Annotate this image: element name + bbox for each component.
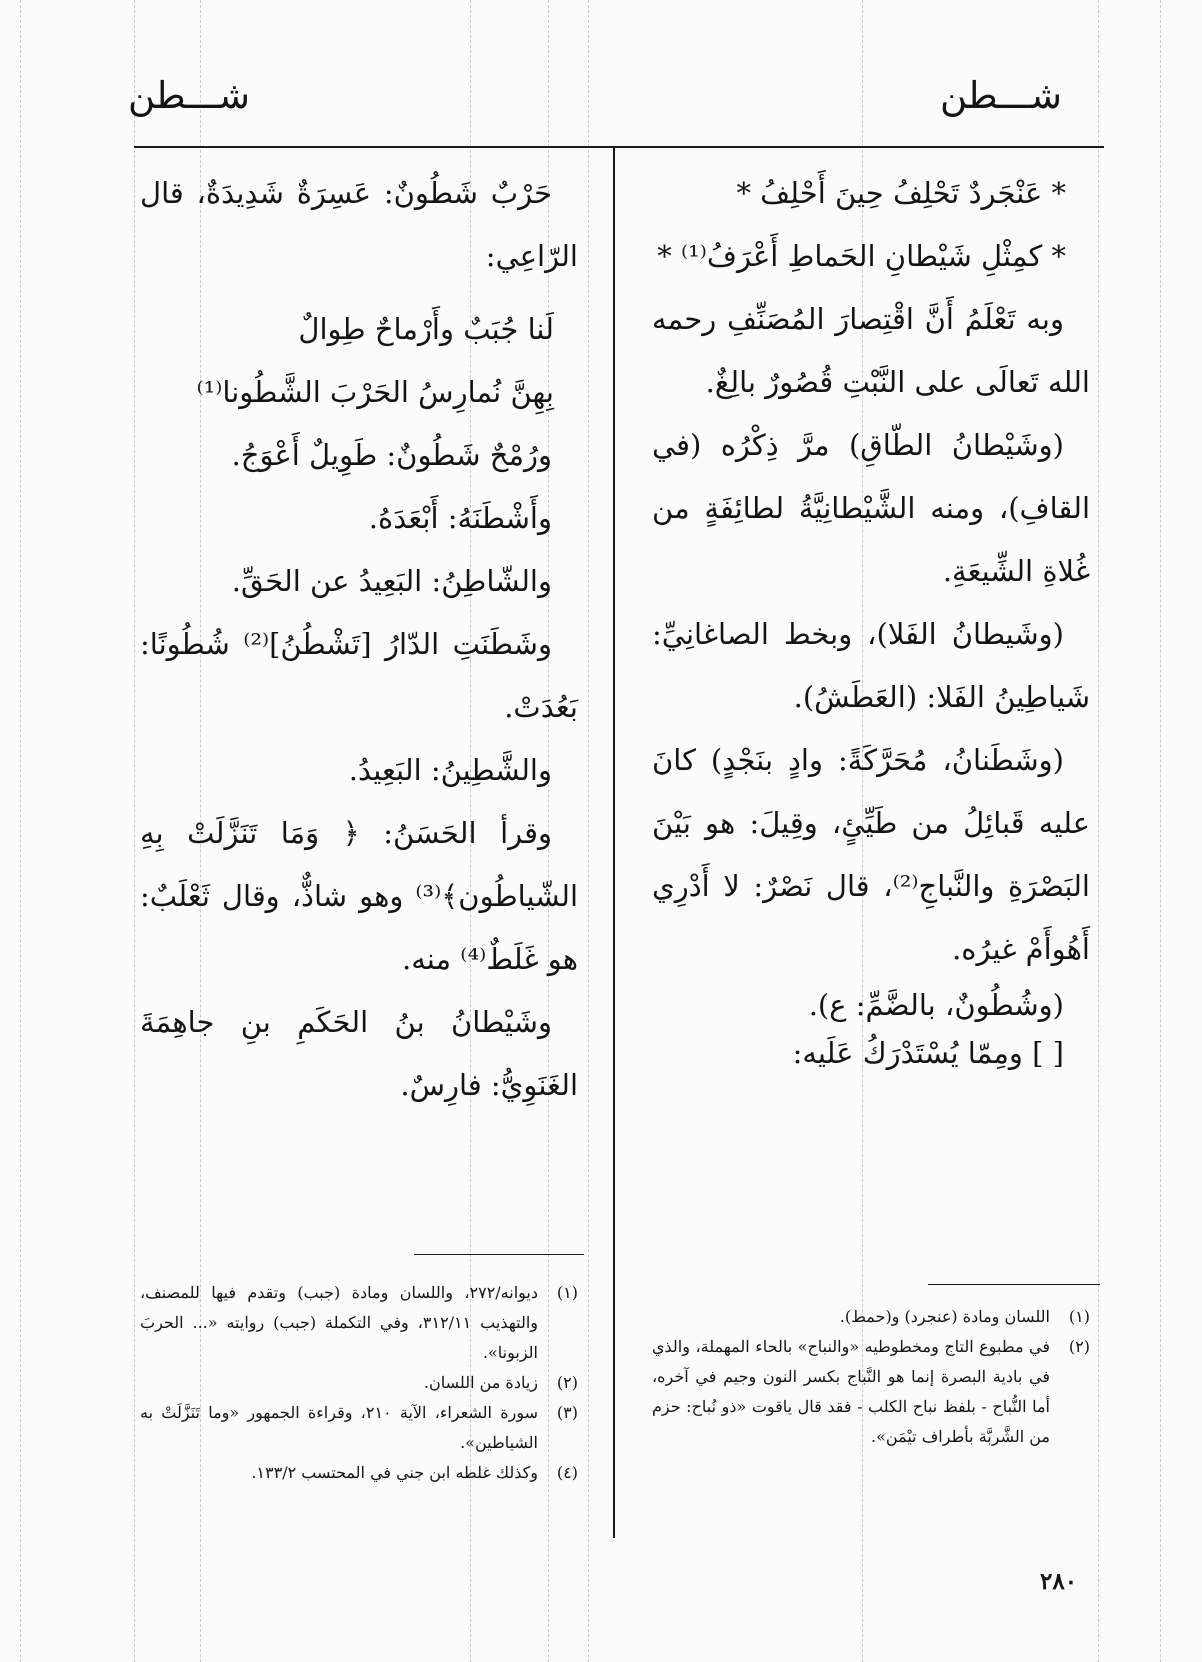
scan-guide-line [1098, 0, 1099, 1662]
footnote [140, 1368, 578, 1398]
footnote-text: سورة الشعراء، الآية ٢١٠، وقراءة الجمهور «وما تَنَزَّلَتْ به الشياطين». [140, 1403, 538, 1452]
paragraph: (وشُطُونٌ، بالضَّمِّ: ع). [808, 988, 1064, 1022]
running-header-left: شـــطن [128, 74, 251, 117]
footnote-text: ديوانه/٢٧٢، واللسان ومادة (جبب) وتقدم فيها للمصنف، والتهذيب ٣١٢/١١، وفي التكملة (جبب) روايته «... الحربَ الزبونا». [140, 1283, 538, 1362]
paragraph: والشّاطِنُ: البَعِيدُ عن الحَقِّ. [231, 564, 552, 598]
running-header-right: شـــطن [940, 74, 1063, 117]
paragraph: وشَيْطانُ بنُ الحَكَمِ بنِ جاهِمَةَ الغَنَوِيُّ: فارِسٌ. [140, 1005, 578, 1102]
footnote [652, 1302, 1090, 1332]
verse-line: * عَنْجَردٌ تَحْلِفُ حِينَ أَحْلِفُ * [736, 176, 1066, 210]
paragraph: وبه تَعْلَمُ أَنَّ اقْتِصارَ المُصَنِّفِ رحمه الله تَعالَى على النَّبْتِ قُصُورٌ بالِغٌ. [652, 302, 1090, 399]
footnote [140, 1458, 578, 1488]
column-divider [613, 146, 615, 1538]
footnote-number: (٢) [1068, 1337, 1090, 1356]
footnote [140, 1398, 578, 1458]
footnote-text: زيادة من اللسان. [423, 1373, 538, 1392]
footnote-number: (٢) [556, 1373, 578, 1392]
footnote-number: (١) [1068, 1307, 1090, 1326]
footnotes-right [652, 1302, 1090, 1452]
right-column [652, 162, 1090, 1077]
footnote [652, 1332, 1090, 1452]
paragraph: وأَشْطَنَهُ: أَبْعَدَهُ. [368, 501, 552, 535]
footnote-rule [414, 1254, 584, 1255]
footnote-text: وكذلك غلطه ابن جني في المحتسب ١٣٣/٢. [251, 1463, 538, 1482]
paragraph: وقرأ الحَسَنُ: ﴿ وَمَا تَنَزَّلَتْ بِهِ الشّياطُون﴾⁽³⁾ وهو شاذٌّ، وقال ثَعْلَبٌ: هو غَلَطٌ⁽⁴⁾ منه. [140, 816, 578, 976]
footnote-number: (٤) [556, 1463, 578, 1482]
footnote-rule [928, 1284, 1100, 1285]
scan-guide-line [20, 0, 21, 1662]
page-number: ٢٨٠ [1040, 1568, 1078, 1595]
scan-guide-line [588, 0, 589, 1662]
footnote [140, 1278, 578, 1368]
paragraph: [ ] ومِمّا يُسْتَدْرَكُ عَلَيه: [792, 1036, 1064, 1070]
verse-line: لَنا جُبَبٌ وأَرْماحٌ طِوالٌ [298, 312, 554, 346]
paragraph: (وشَيْطانُ الطّاقِ) مرَّ ذِكْرُه (في القافِ)، ومنه الشَّيْطانِيَّةُ لطائِفَةٍ من غُلاةِ الشِّيعَةِ. [652, 428, 1090, 588]
verse-line: * كمِثْلِ شَيْطانِ الحَماطِ أَعْرَفُ⁽¹⁾ * [657, 239, 1066, 273]
footnote-text: اللسان ومادة (عنجرد) و(حمط). [839, 1307, 1050, 1326]
left-column [140, 162, 578, 1117]
footnote-text: في مطبوع التاج ومخطوطيه «والنباح» بالحاء المهملة، والذي في بادية البصرة إنما هو النَّباج بكسر النون وجيم في آخره، أما النُّباح - بلفظ نباح الكلب - فقد قال ياقوت «ذو نُباح: حزم من الشَّربَّة بأطراف تيْمَن». [652, 1337, 1050, 1446]
paragraph: وشَطَنَتِ الدّارُ [تَشْطُنُ]⁽²⁾ شُطُونًا: بَعُدَتْ. [140, 627, 578, 724]
paragraph: ورُمْحٌ شَطُونٌ: طَوِيلٌ أَعْوَجُ. [231, 438, 552, 472]
footnote-number: (١) [556, 1283, 578, 1302]
verse-line: بِهِنَّ نُمارِسُ الحَرْبَ الشَّطُونا⁽¹⁾ [196, 375, 554, 409]
header-rule [134, 146, 1104, 148]
paragraph: (وشَيطانُ الفَلا)، وبخط الصاغانِيِّ: شَياطِينُ الفَلا: (العَطَشُ). [652, 617, 1090, 714]
footnotes-left [140, 1278, 578, 1488]
scan-guide-line [1160, 0, 1161, 1662]
footnote-number: (٣) [556, 1403, 578, 1422]
paragraph: (وشَطَنانُ، مُحَرَّكَةً: وادٍ بنَجْدٍ) كانَ عليه قَبائِلُ من طَيِّئٍ، وقِيلَ: هو بَيْنَ البَصْرَةِ والنَّباجِ⁽²⁾، قال نَصْرٌ: لا أَدْرِي أَهُوأَمْ غيرُه. [652, 743, 1090, 966]
paragraph: والشَّطِينُ: البَعِيدُ. [348, 753, 552, 787]
scan-guide-line [134, 0, 135, 1662]
paragraph: حَرْبٌ شَطُونٌ: عَسِرَةٌ شَدِيدَةٌ، قال الرّاعِي: [140, 176, 578, 273]
